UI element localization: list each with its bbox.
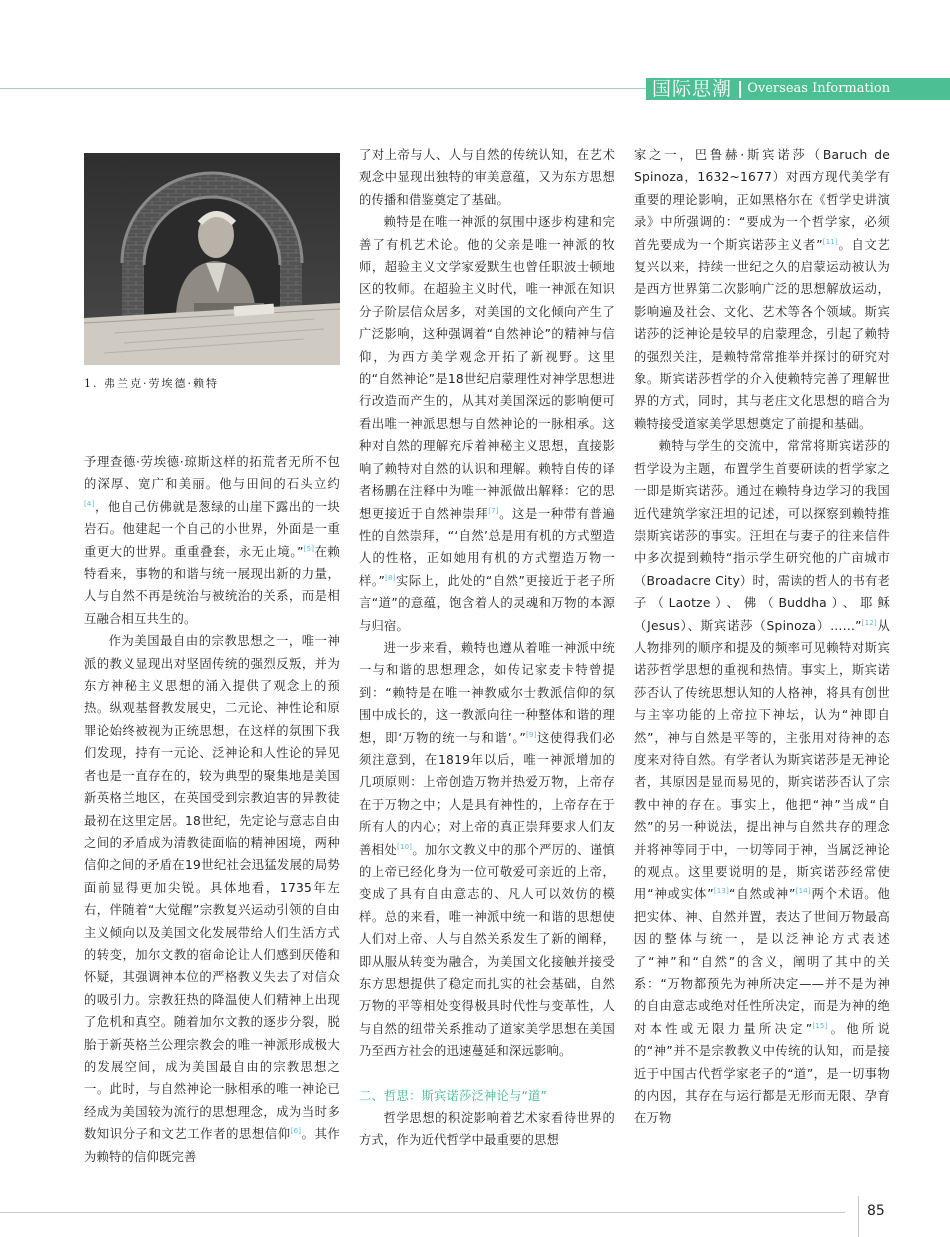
section-banner bbox=[646, 78, 950, 100]
paragraph: 了对上帝与人、人与自然的传统认知，在艺术观念中显现出独特的审美意蕴，又为东方思想的传播和借鉴奠定了基础。 bbox=[359, 148, 615, 207]
text-column-2 bbox=[359, 144, 615, 1152]
citation-ref[interactable]: [7] bbox=[488, 506, 499, 515]
citation-ref[interactable]: [13] bbox=[713, 887, 729, 896]
citation-ref[interactable]: [5] bbox=[303, 544, 315, 553]
text-column-1 bbox=[84, 451, 340, 1168]
section-title-cn: 国际思潮 bbox=[652, 78, 733, 100]
text-column-3 bbox=[634, 144, 890, 1130]
page-number: 85 bbox=[867, 1203, 885, 1219]
paragraph: 予理查德·劳埃德·琼斯这样的拓荒者无所不包的深厚、宽广和美丽。他与田间的石头立约[4]，他自己仿佛就是葱绿的山崖下露出的一块岩石。他建起一个自己的小世界，外面是一重重更大的世界。重重叠套，永无止境。”[5]在赖特看来，事物的和谐与统一展现出新的力量，人与自然不再是统治与被统治的关系，而是相互融合相互共生的。 bbox=[84, 455, 340, 626]
section-title-en: Overseas Information bbox=[747, 81, 891, 96]
paragraph: 赖特是在唯一神派的氛围中逐步构建和完善了有机艺术论。他的父亲是唯一神派的牧师，超验主义文学家爱默生也曾任职波士顿地区的牧师。在超验主义时代，唯一神派在知识分子阶层信众居多，对美国的文化倾向产生了广泛影响，这种强调着“自然神论”的精神与信仰，为西方美学观念开拓了新视野。这里的“自然神论”是18世纪启蒙理性对神学思想进行改造而产生的，从其对美国深远的影响便可看出唯一神派思想与自然神论的一脉相承。这种对自然的理解充斥着神秘主义思想，直接影响了赖特对自然的认识和理解。赖特自传的译者杨鹏在注释中为唯一神派做出解释：它的思想更接近于自然神崇拜[7]。这是一种带有普遍性的自然崇拜，“‘自然’总是用有机的方式塑造人的性格，正如她用有机的方式塑造万物一样。”[8]实际上，此处的“自然”更接近于老子所言“道”的意蕴，饱含着人的灵魂和万物的本源与归宿。 bbox=[359, 215, 616, 633]
citation-ref[interactable]: [12] bbox=[861, 618, 877, 627]
paragraph: 哲学思想的积淀影响着艺术家看待世界的方式，作为近代哲学中最重要的思想 bbox=[359, 1111, 615, 1148]
citation-ref[interactable]: [14] bbox=[795, 887, 811, 896]
paragraph: 作为美国最自由的宗教思想之一，唯一神派的教义显现出对坚固传统的强烈反叛，并为东方神秘主义思想的涌入提供了观念上的预热。纵观基督教发展史，二元论、神性论和原罪论始终被视为正统思想，在这样的氛围下我们发现，持有一元论、泛神论和人性论的异见者也是一直存在的，较为典型的聚集地是美国新英格兰地区，在英国受到宗教迫害的异教徒最初在这里定居。18世纪，先定论与意志自由之间的矛盾成为清教徒面临的精神困境，两种信仰之间的矛盾在19世纪社会迅猛发展的局势面前显得更加尖锐。具体地看，1735年左右，伴随着“大觉醒”宗教复兴运动引领的自由主义倾向以及美国文化发展带给人们生活方式的转变，加尔文教的宿命论让人们感到厌倦和怀疑，其强调神本位的严格教义失去了对信众的吸引力。宗教狂热的降温使人们精神上出现了危机和真空。随着加尔文教的逐步分裂，脱胎于新英格兰公理宗教会的唯一神派形成极大的发展空间，成为美国最自由的宗教思想之一。此时，与自然神论一脉相承的唯一神论已经成为美国较为流行的思想理念，成为当时多数知识分子和文艺工作者的思想信仰[6]。其作为赖特的信仰既完善 bbox=[84, 634, 340, 1164]
citation-ref[interactable]: [6] bbox=[290, 1127, 302, 1136]
figure-caption: 1. 弗兰克·劳埃德·赖特 bbox=[84, 377, 219, 390]
section-separator: | bbox=[737, 79, 744, 99]
section-heading: 二、哲思：斯宾诺莎泛神论与“道” bbox=[359, 1088, 548, 1103]
citation-ref[interactable]: [4] bbox=[84, 499, 95, 508]
portrait-photo bbox=[84, 153, 340, 365]
footer-rule bbox=[0, 1212, 845, 1213]
citation-ref[interactable]: [8] bbox=[385, 573, 396, 582]
paragraph: 进一步来看，赖特也遵从着唯一神派中统一与和谐的思想理念，如传记家麦卡特曾提到：“赖特是在唯一神教威尔士教派信仰的氛围中成长的，这一教派向往一种整体和谐的理想，即‘万物的统一与和谐’。”[9]这使得我们必须注意到，在1819年以后，唯一神派增加的几项原则：上帝创造万物并热爱万物，上帝存在于万物之中；人是具有神性的，上帝存在于所有人的内心；对上帝的真正崇拜要求人们友善相处[10]。加尔文教义中的那个严厉的、谨慎的上帝已经化身为一位可敬爱可亲近的上帝，变成了具有自由意志的、凡人可以效仿的模样。总的来看，唯一神派中统一和谐的思想使人们对上帝、人与自然关系发生了新的阐释，即从服从转变为融合，为美国文化接触并接受东方思想提供了稳定而扎实的社会基础，自然万物的平等相处变得极具时代性与变革性，人与自然的纽带关系推动了道家美学思想在美国乃至西方社会的迅速蔓延和深远影响。 bbox=[359, 640, 616, 1059]
citation-ref[interactable]: [15] bbox=[812, 1021, 828, 1030]
citation-ref[interactable]: [10] bbox=[397, 842, 413, 851]
paragraph: 家之一，巴鲁赫·斯宾诺莎（Baruch de Spinoza，1632~1677）对西方现代美学有重要的理论影响，正如黑格尔在《哲学史讲演录》中所强调的：“要成为一个哲学家，必须首先要成为一个斯宾诺莎主义者”[11]。自文艺复兴以来，持续一世纪之久的启蒙运动被认为是西方世界第二次影响广泛的思想解放运动，影响遍及社会、文化、艺术等各个领域。斯宾诺莎的泛神论是较早的启蒙理念，引起了赖特的强烈关注，是赖特常常推举并探讨的研究对象。斯宾诺莎哲学的介入使赖特完善了理解世界的方式，同时，其与老庄文化思想的暗合为赖特接受道家美学思想奠定了前提和基础。 bbox=[634, 148, 890, 431]
citation-ref[interactable]: [11] bbox=[822, 237, 838, 246]
citation-ref[interactable]: [9] bbox=[525, 730, 537, 739]
paragraph: 赖特与学生的交流中，常常将斯宾诺莎的哲学设为主题，布置学生首要研读的哲学家之一即是斯宾诺莎。通过在赖特身边学习的我国近代建筑学家汪坦的记述，可以探察到赖特推崇斯宾诺莎的事实。汪坦在与妻子的往来信件中多次提到赖特“指示学生研究他的广亩城市（Broadacre City）时，需读的哲人的书有老子（Laotze）、佛（Buddha）、耶稣（Jesus）、斯宾诺莎（Spinoza）……”[12]从人物排列的顺序和提及的频率可见赖特对斯宾诺莎哲学思想的重视和热情。事实上，斯宾诺莎否认了传统思想认知的人格神，将具有创世与主宰功能的上帝拉下神坛，认为“神即自然”，神与自然是平等的，主张用对待神的态度来对待自然。有学者认为斯宾诺莎是无神论者，其原因是显而易见的，斯宾诺莎否认了宗教中神的存在。事实上，他把“神”当成“自然”的另一种说法，提出神与自然共存的理念并将神等同于中，一切等同于神，当属泛神论的观点。这里要说明的是，斯宾诺莎经常使用“神或实体”[13]“自然或神”[14]两个术语。他把实体、神、自然并置，表达了世间万物最高因的整体与统一，是以泛神论方式表述了“神”和“自然”的含义，阐明了其中的关系：“万物都预先为神所决定——并不是为神的自由意志或绝对任性所决定，而是为神的绝对本性或无限力量所决定”[15]。他所说的“神”并不是宗教教义中传统的认知，而是接近于中国古代哲学家老子的“道”，是一切事物的内因，其存在与运行都是无形而无限、孕育在万物 bbox=[634, 439, 891, 1126]
